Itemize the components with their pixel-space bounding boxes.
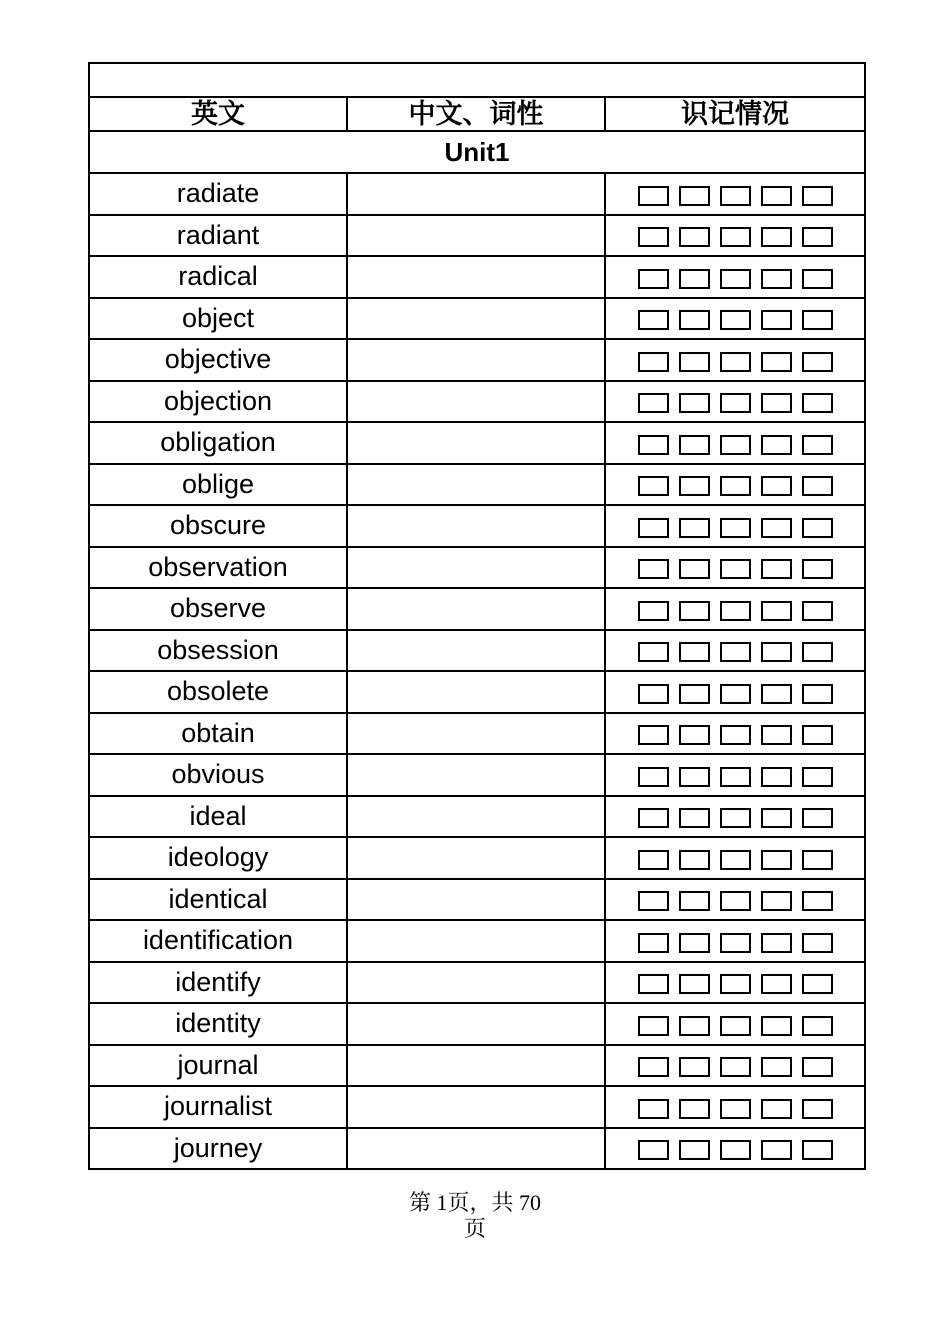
table-row xyxy=(89,879,865,921)
table-row xyxy=(89,920,865,962)
memorization-checkbox[interactable] xyxy=(802,601,833,621)
footer-page-suffix: 页 xyxy=(463,1216,486,1241)
memorization-checkbox[interactable] xyxy=(761,476,792,496)
chinese-meaning-cell[interactable] xyxy=(347,173,605,215)
memorization-checkbox[interactable] xyxy=(679,186,710,206)
memorization-checkbox[interactable] xyxy=(638,933,669,953)
memorization-checkbox[interactable] xyxy=(720,891,751,911)
memorization-checkbox[interactable] xyxy=(638,767,669,787)
memorization-checkbox[interactable] xyxy=(638,725,669,745)
memorization-checkbox[interactable] xyxy=(638,269,669,289)
memorization-checkbox[interactable] xyxy=(638,393,669,413)
checkbox-group xyxy=(606,846,864,870)
memorization-cell xyxy=(605,796,865,838)
chinese-meaning-cell[interactable] xyxy=(347,547,605,589)
memorization-cell xyxy=(605,920,865,962)
memorization-checkbox[interactable] xyxy=(720,227,751,247)
memorization-checkbox[interactable] xyxy=(802,227,833,247)
memorization-checkbox[interactable] xyxy=(720,850,751,870)
memorization-checkbox[interactable] xyxy=(679,559,710,579)
memorization-checkbox[interactable] xyxy=(679,310,710,330)
checkbox-group xyxy=(606,265,864,289)
chinese-meaning-cell[interactable] xyxy=(347,1003,605,1045)
english-word: obsolete xyxy=(89,671,347,713)
memorization-checkbox[interactable] xyxy=(638,850,669,870)
memorization-checkbox[interactable] xyxy=(638,1057,669,1077)
chinese-meaning-cell[interactable] xyxy=(347,879,605,921)
chinese-meaning-cell[interactable] xyxy=(347,713,605,755)
memorization-checkbox[interactable] xyxy=(720,310,751,330)
english-word: identify xyxy=(89,962,347,1004)
english-word: oblige xyxy=(89,464,347,506)
checkbox-group xyxy=(606,306,864,330)
english-word: object xyxy=(89,298,347,340)
memorization-checkbox[interactable] xyxy=(679,684,710,704)
memorization-checkbox[interactable] xyxy=(720,269,751,289)
memorization-checkbox[interactable] xyxy=(638,1016,669,1036)
memorization-checkbox[interactable] xyxy=(720,518,751,538)
checkbox-group xyxy=(606,1136,864,1160)
chinese-meaning-cell[interactable] xyxy=(347,962,605,1004)
memorization-checkbox[interactable] xyxy=(802,310,833,330)
table-row xyxy=(89,837,865,879)
memorization-checkbox[interactable] xyxy=(720,1099,751,1119)
table-row xyxy=(89,464,865,506)
memorization-cell xyxy=(605,298,865,340)
memorization-checkbox[interactable] xyxy=(761,891,792,911)
checkbox-group xyxy=(606,638,864,662)
memorization-cell xyxy=(605,215,865,257)
memorization-cell xyxy=(605,381,865,423)
chinese-meaning-cell[interactable] xyxy=(347,920,605,962)
table-row xyxy=(89,630,865,672)
memorization-cell xyxy=(605,1045,865,1087)
memorization-checkbox[interactable] xyxy=(720,186,751,206)
memorization-checkbox[interactable] xyxy=(802,642,833,662)
english-word: radiate xyxy=(89,173,347,215)
table-row xyxy=(89,796,865,838)
memorization-checkbox[interactable] xyxy=(638,1099,669,1119)
memorization-checkbox[interactable] xyxy=(761,1140,792,1160)
checkbox-group xyxy=(606,348,864,372)
english-word: objection xyxy=(89,381,347,423)
memorization-checkbox[interactable] xyxy=(638,227,669,247)
memorization-cell xyxy=(605,754,865,796)
memorization-checkbox[interactable] xyxy=(679,891,710,911)
table-row xyxy=(89,1045,865,1087)
memorization-checkbox[interactable] xyxy=(802,518,833,538)
memorization-checkbox[interactable] xyxy=(638,186,669,206)
english-word: radiant xyxy=(89,215,347,257)
header-chinese: 中文、词性 xyxy=(347,97,605,131)
chinese-meaning-cell[interactable] xyxy=(347,1086,605,1128)
memorization-checkbox[interactable] xyxy=(679,933,710,953)
table-row xyxy=(89,547,865,589)
chinese-meaning-cell[interactable] xyxy=(347,837,605,879)
english-word: identical xyxy=(89,879,347,921)
english-word: obscure xyxy=(89,505,347,547)
table-row xyxy=(89,381,865,423)
memorization-checkbox[interactable] xyxy=(761,435,792,455)
memorization-checkbox[interactable] xyxy=(720,974,751,994)
table-row xyxy=(89,256,865,298)
memorization-cell xyxy=(605,588,865,630)
checkbox-group xyxy=(606,597,864,621)
memorization-checkbox[interactable] xyxy=(761,227,792,247)
memorization-cell xyxy=(605,173,865,215)
memorization-checkbox[interactable] xyxy=(720,559,751,579)
memorization-checkbox[interactable] xyxy=(720,1057,751,1077)
checkbox-group xyxy=(606,223,864,247)
memorization-checkbox[interactable] xyxy=(761,1099,792,1119)
chinese-meaning-cell[interactable] xyxy=(347,671,605,713)
memorization-checkbox[interactable] xyxy=(761,850,792,870)
memorization-checkbox[interactable] xyxy=(761,186,792,206)
memorization-checkbox[interactable] xyxy=(720,725,751,745)
checkbox-group xyxy=(606,389,864,413)
table-row xyxy=(89,671,865,713)
memorization-checkbox[interactable] xyxy=(720,352,751,372)
memorization-checkbox[interactable] xyxy=(679,974,710,994)
memorization-checkbox[interactable] xyxy=(761,352,792,372)
memorization-checkbox[interactable] xyxy=(761,767,792,787)
chinese-meaning-cell[interactable] xyxy=(347,796,605,838)
memorization-checkbox[interactable] xyxy=(802,767,833,787)
memorization-checkbox[interactable] xyxy=(761,310,792,330)
memorization-checkbox[interactable] xyxy=(761,269,792,289)
memorization-checkbox[interactable] xyxy=(802,393,833,413)
memorization-checkbox[interactable] xyxy=(638,310,669,330)
checkbox-group xyxy=(606,887,864,911)
english-word: obtain xyxy=(89,713,347,755)
checkbox-group xyxy=(606,929,864,953)
memorization-checkbox[interactable] xyxy=(679,1099,710,1119)
english-word: identity xyxy=(89,1003,347,1045)
memorization-checkbox[interactable] xyxy=(679,227,710,247)
chinese-meaning-cell[interactable] xyxy=(347,1045,605,1087)
memorization-checkbox[interactable] xyxy=(679,1140,710,1160)
memorization-cell xyxy=(605,464,865,506)
memorization-checkbox[interactable] xyxy=(761,518,792,538)
memorization-checkbox[interactable] xyxy=(638,974,669,994)
memorization-cell xyxy=(605,630,865,672)
checkbox-group xyxy=(606,472,864,496)
memorization-cell xyxy=(605,713,865,755)
memorization-checkbox[interactable] xyxy=(679,642,710,662)
memorization-checkbox[interactable] xyxy=(761,1057,792,1077)
memorization-checkbox[interactable] xyxy=(638,891,669,911)
memorization-checkbox[interactable] xyxy=(720,476,751,496)
table-row xyxy=(89,1128,865,1170)
memorization-checkbox[interactable] xyxy=(802,269,833,289)
english-word: observe xyxy=(89,588,347,630)
english-word: identification xyxy=(89,920,347,962)
memorization-checkbox[interactable] xyxy=(679,476,710,496)
memorization-checkbox[interactable] xyxy=(761,1016,792,1036)
memorization-checkbox[interactable] xyxy=(679,725,710,745)
english-word: journey xyxy=(89,1128,347,1170)
memorization-checkbox[interactable] xyxy=(802,1057,833,1077)
english-word: journalist xyxy=(89,1086,347,1128)
blank-title-row xyxy=(89,63,865,97)
table-row xyxy=(89,298,865,340)
memorization-checkbox[interactable] xyxy=(761,559,792,579)
memorization-checkbox[interactable] xyxy=(802,891,833,911)
table-row xyxy=(89,713,865,755)
chinese-meaning-cell[interactable] xyxy=(347,588,605,630)
english-word: obsession xyxy=(89,630,347,672)
memorization-checkbox[interactable] xyxy=(638,352,669,372)
english-word: objective xyxy=(89,339,347,381)
memorization-cell xyxy=(605,837,865,879)
memorization-cell xyxy=(605,1086,865,1128)
memorization-checkbox[interactable] xyxy=(679,269,710,289)
table-row xyxy=(89,754,865,796)
vocabulary-table xyxy=(88,62,866,1170)
chinese-meaning-cell[interactable] xyxy=(347,754,605,796)
memorization-cell xyxy=(605,962,865,1004)
table-row xyxy=(89,1086,865,1128)
header-memorization: 识记情况 xyxy=(605,97,865,131)
memorization-checkbox[interactable] xyxy=(720,933,751,953)
checkbox-group xyxy=(606,1012,864,1036)
chinese-meaning-cell[interactable] xyxy=(347,339,605,381)
memorization-checkbox[interactable] xyxy=(720,393,751,413)
header-row xyxy=(89,97,865,131)
memorization-checkbox[interactable] xyxy=(638,476,669,496)
table-row xyxy=(89,422,865,464)
memorization-checkbox[interactable] xyxy=(679,808,710,828)
table-row xyxy=(89,173,865,215)
memorization-checkbox[interactable] xyxy=(802,352,833,372)
memorization-checkbox[interactable] xyxy=(761,393,792,413)
memorization-checkbox[interactable] xyxy=(761,933,792,953)
memorization-checkbox[interactable] xyxy=(802,1099,833,1119)
memorization-checkbox[interactable] xyxy=(679,518,710,538)
memorization-checkbox[interactable] xyxy=(802,850,833,870)
memorization-checkbox[interactable] xyxy=(679,601,710,621)
checkbox-group xyxy=(606,182,864,206)
chinese-meaning-cell[interactable] xyxy=(347,505,605,547)
chinese-meaning-cell[interactable] xyxy=(347,381,605,423)
english-word: ideal xyxy=(89,796,347,838)
checkbox-group xyxy=(606,514,864,538)
memorization-checkbox[interactable] xyxy=(761,601,792,621)
table-row xyxy=(89,215,865,257)
checkbox-group xyxy=(606,1095,864,1119)
memorization-checkbox[interactable] xyxy=(720,601,751,621)
memorization-checkbox[interactable] xyxy=(679,1016,710,1036)
table-row xyxy=(89,962,865,1004)
memorization-checkbox[interactable] xyxy=(679,1057,710,1077)
checkbox-group xyxy=(606,431,864,455)
checkbox-group xyxy=(606,804,864,828)
chinese-meaning-cell[interactable] xyxy=(347,630,605,672)
memorization-checkbox[interactable] xyxy=(638,435,669,455)
memorization-checkbox[interactable] xyxy=(638,559,669,579)
english-word: obvious xyxy=(89,754,347,796)
memorization-checkbox[interactable] xyxy=(802,186,833,206)
header-english: 英文 xyxy=(89,97,347,131)
memorization-checkbox[interactable] xyxy=(638,601,669,621)
table-row xyxy=(89,1003,865,1045)
memorization-checkbox[interactable] xyxy=(679,393,710,413)
chinese-meaning-cell[interactable] xyxy=(347,422,605,464)
memorization-cell xyxy=(605,547,865,589)
chinese-meaning-cell[interactable] xyxy=(347,1128,605,1170)
memorization-checkbox[interactable] xyxy=(638,1140,669,1160)
table-row xyxy=(89,505,865,547)
memorization-checkbox[interactable] xyxy=(802,1140,833,1160)
memorization-checkbox[interactable] xyxy=(720,435,751,455)
memorization-checkbox[interactable] xyxy=(720,1140,751,1160)
checkbox-group xyxy=(606,970,864,994)
unit-title: Unit1 xyxy=(89,131,865,173)
chinese-meaning-cell[interactable] xyxy=(347,256,605,298)
memorization-checkbox[interactable] xyxy=(679,352,710,372)
memorization-checkbox[interactable] xyxy=(638,642,669,662)
english-word: obligation xyxy=(89,422,347,464)
page-footer xyxy=(0,1190,950,1242)
memorization-checkbox[interactable] xyxy=(761,808,792,828)
memorization-checkbox[interactable] xyxy=(761,642,792,662)
memorization-checkbox[interactable] xyxy=(802,1016,833,1036)
memorization-checkbox[interactable] xyxy=(638,808,669,828)
english-word: radical xyxy=(89,256,347,298)
memorization-checkbox[interactable] xyxy=(720,808,751,828)
memorization-cell xyxy=(605,339,865,381)
memorization-checkbox[interactable] xyxy=(679,850,710,870)
memorization-cell xyxy=(605,505,865,547)
footer-page-count: 第 1页，共 70 xyxy=(408,1190,541,1215)
unit-row xyxy=(89,131,865,173)
memorization-checkbox[interactable] xyxy=(679,435,710,455)
checkbox-group xyxy=(606,763,864,787)
blank-title-cell xyxy=(89,63,865,97)
memorization-checkbox[interactable] xyxy=(802,559,833,579)
memorization-checkbox[interactable] xyxy=(761,684,792,704)
memorization-checkbox[interactable] xyxy=(802,684,833,704)
memorization-checkbox[interactable] xyxy=(761,725,792,745)
memorization-checkbox[interactable] xyxy=(638,518,669,538)
memorization-checkbox[interactable] xyxy=(761,974,792,994)
memorization-checkbox[interactable] xyxy=(802,808,833,828)
chinese-meaning-cell[interactable] xyxy=(347,464,605,506)
memorization-cell xyxy=(605,256,865,298)
memorization-cell xyxy=(605,1128,865,1170)
memorization-checkbox[interactable] xyxy=(720,767,751,787)
chinese-meaning-cell[interactable] xyxy=(347,298,605,340)
table-row xyxy=(89,339,865,381)
memorization-checkbox[interactable] xyxy=(802,476,833,496)
memorization-checkbox[interactable] xyxy=(720,684,751,704)
memorization-checkbox[interactable] xyxy=(638,684,669,704)
memorization-cell xyxy=(605,1003,865,1045)
memorization-checkbox[interactable] xyxy=(679,767,710,787)
memorization-checkbox[interactable] xyxy=(802,725,833,745)
memorization-cell xyxy=(605,422,865,464)
checkbox-group xyxy=(606,721,864,745)
english-word: observation xyxy=(89,547,347,589)
memorization-cell xyxy=(605,879,865,921)
english-word: journal xyxy=(89,1045,347,1087)
memorization-checkbox[interactable] xyxy=(802,435,833,455)
memorization-checkbox[interactable] xyxy=(802,933,833,953)
memorization-checkbox[interactable] xyxy=(720,642,751,662)
table-row xyxy=(89,588,865,630)
checkbox-group xyxy=(606,1053,864,1077)
checkbox-group xyxy=(606,555,864,579)
memorization-cell xyxy=(605,671,865,713)
checkbox-group xyxy=(606,680,864,704)
memorization-checkbox[interactable] xyxy=(720,1016,751,1036)
english-word: ideology xyxy=(89,837,347,879)
memorization-checkbox[interactable] xyxy=(802,974,833,994)
chinese-meaning-cell[interactable] xyxy=(347,215,605,257)
